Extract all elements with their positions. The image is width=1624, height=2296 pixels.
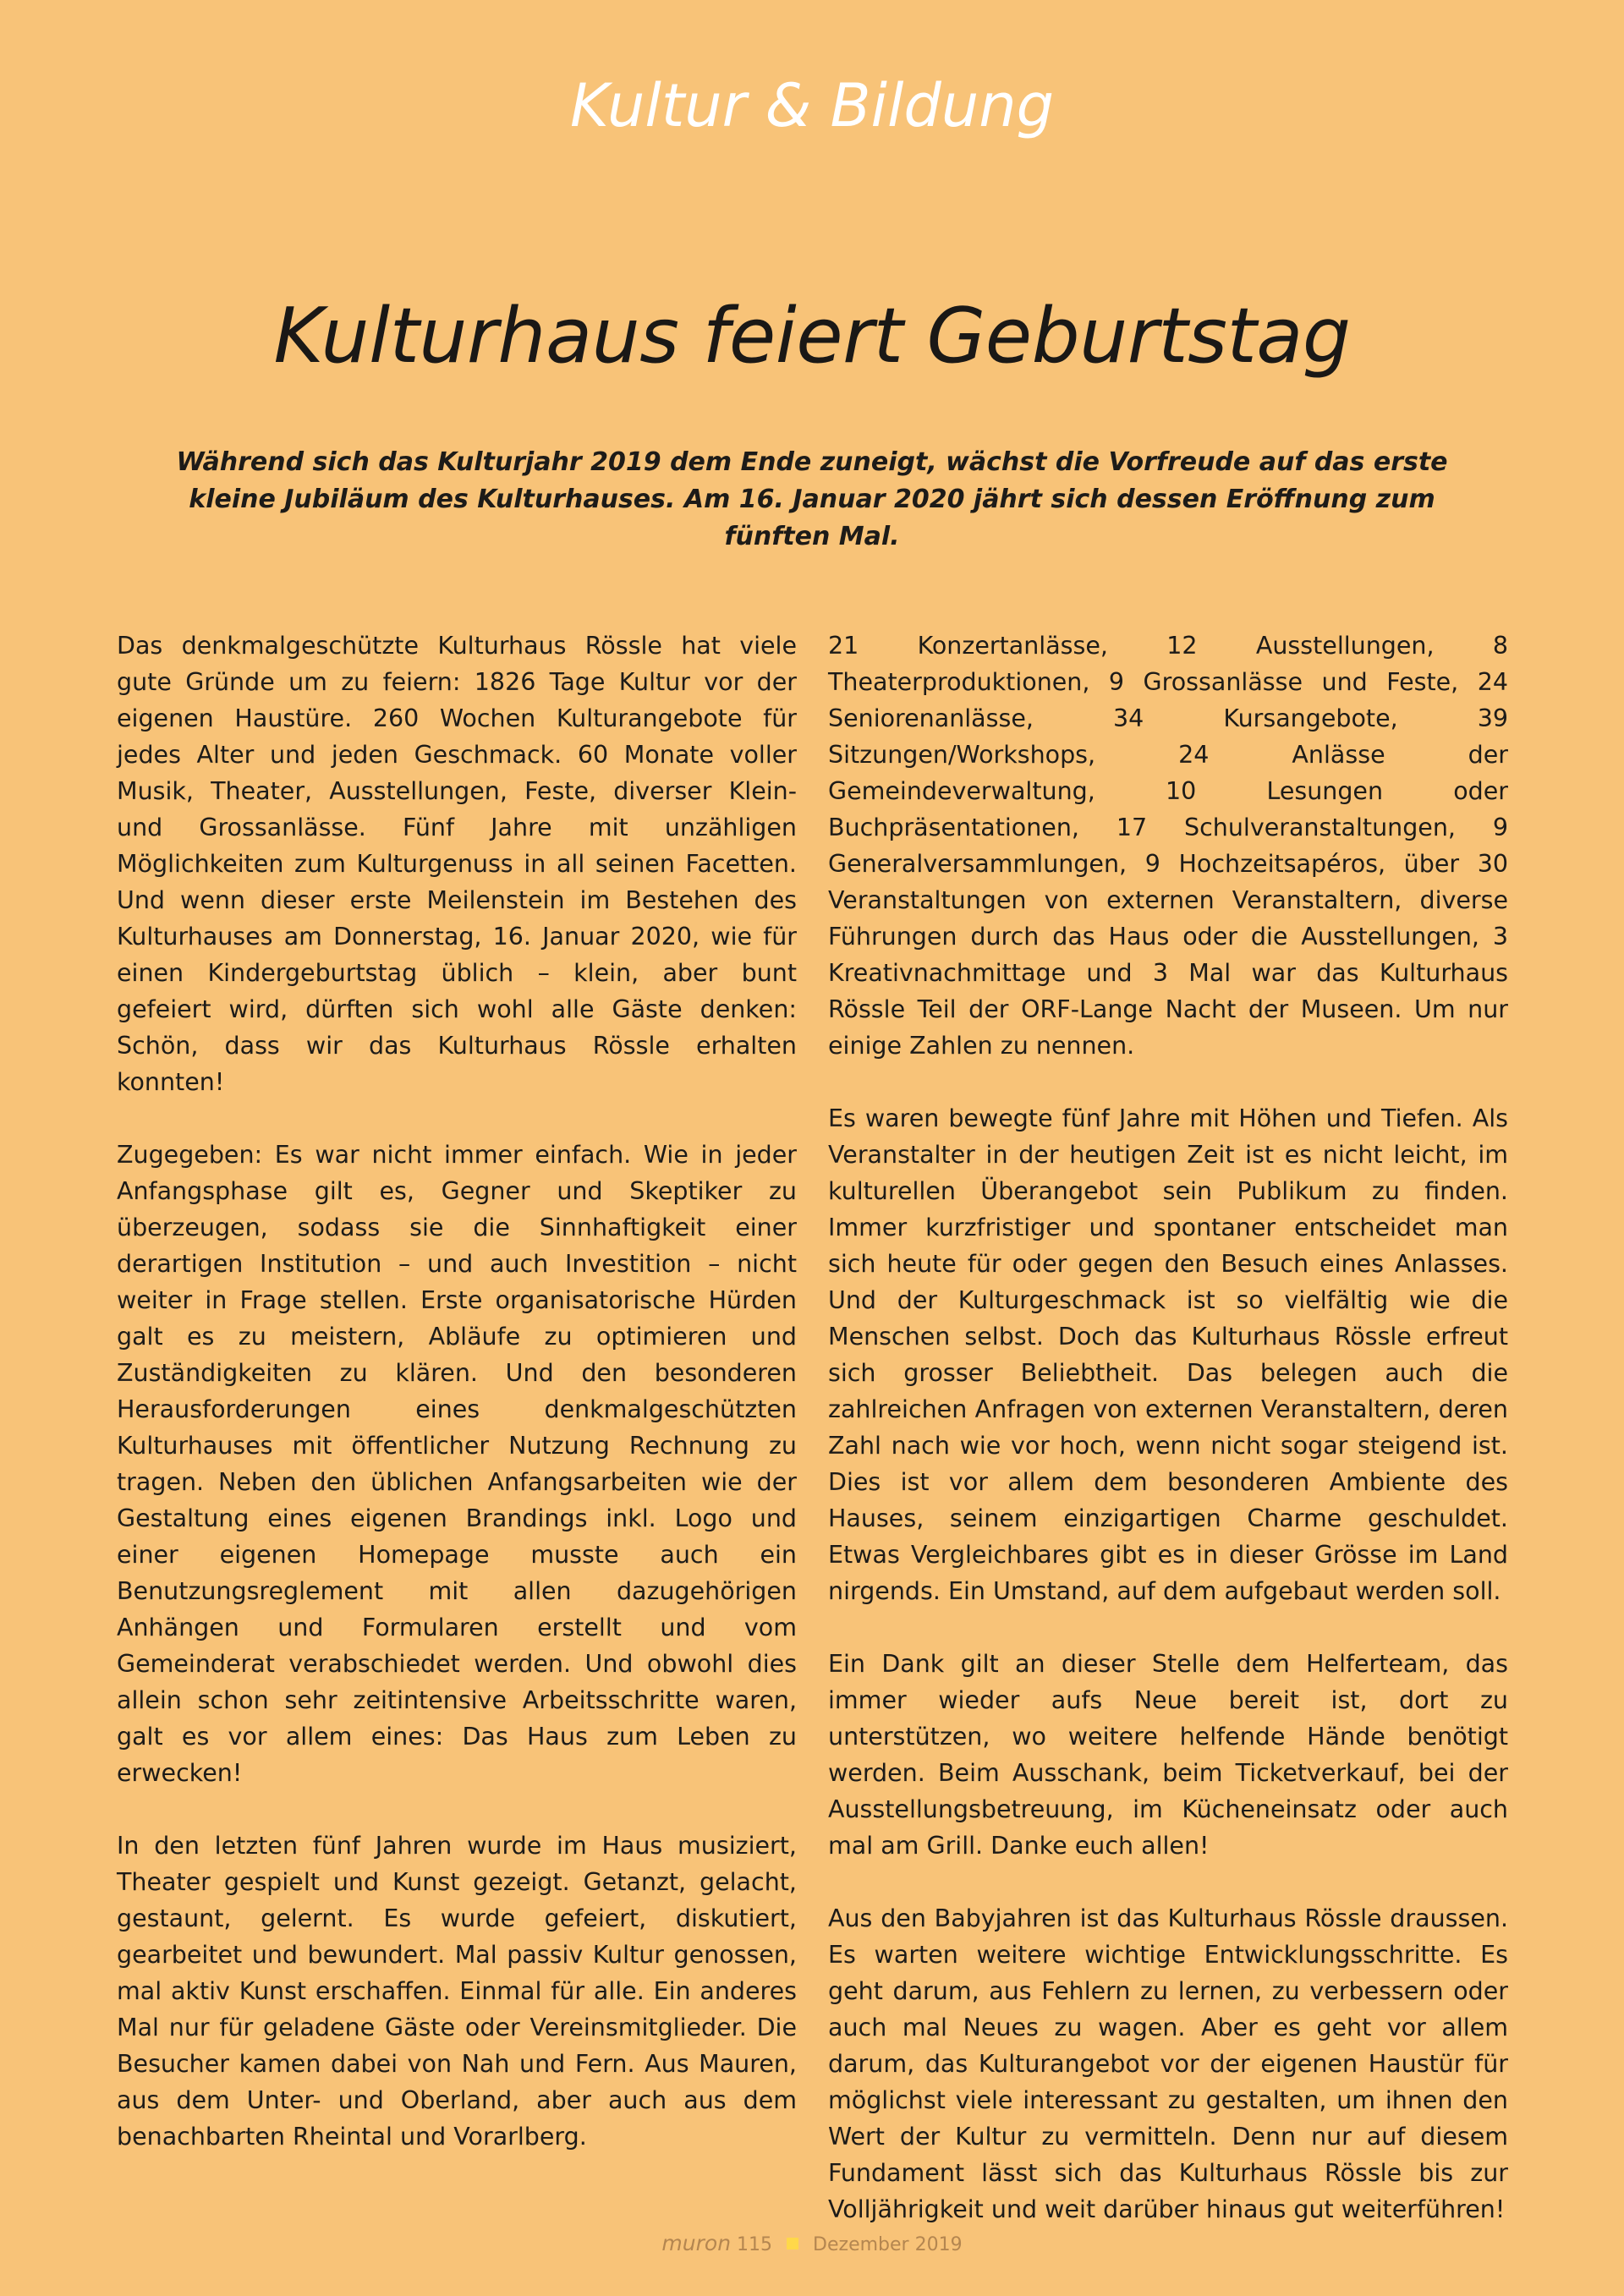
article-column-right (828, 627, 1508, 2264)
article-paragraph: Ein Dank gilt an dieser Stelle dem Helferteam, das immer wieder aufs Neue bereit ist, dort zu unterstützen, wo weitere helfende Hände benötigt werden. Beim Ausschank, beim Ticketverkauf, bei der Ausstellungsbetreuung, im Kücheneinsatz oder auch mal am Grill. Danke euch allen! (828, 1650, 1508, 1860)
footer-date: Dezember 2019 (813, 2234, 963, 2255)
article-lead: Während sich das Kulturjahr 2019 dem Ende zuneigt, wächst die Vorfreude auf das erste kleine Jubiläum des Kulturhauses. Am 16. Januar 2020 jährt sich dessen Eröffnung zum fünften Mal. (176, 447, 1448, 551)
footer-brand: muron (661, 2231, 732, 2255)
footer-issue-number: 115 (737, 2234, 773, 2255)
article-paragraph: Das denkmalgeschützte Kulturhaus Rössle hat viele gute Gründe um zu feiern: 1826 Tage Kultur vor der eigenen Haustüre. 260 Wochen Kulturangebote für jedes Alter und jeden Geschmack. 60 Monate voller Musik, Theater, Ausstellungen, Feste, diverser Klein- und Grossanlässe. Fünf Jahre mit unzähligen Möglichkeiten zum Kulturgenuss in all seinen Facetten. Und wenn dieser erste Meilenstein im Bestehen des Kulturhauses am Donnerstag, 16. Januar 2020, wie für einen Kindergeburtstag üblich – klein, aber bunt gefeiert wird, dürften sich wohl alle Gäste denken: Schön, dass wir das Kulturhaus Rössle erhalten konnten! (117, 632, 797, 1096)
footer-separator-square (787, 2238, 798, 2249)
article-paragraph: Aus den Babyjahren ist das Kulturhaus Rössle draussen. Es warten weitere wichtige Entwicklungsschritte. Es geht darum, aus Fehlern zu lernen, zu verbessern oder auch mal Neues zu wagen. Aber es geht vor allem darum, das Kulturangebot vor der eigenen Haustür für möglichst viele interessant zu gestalten, um ihnen den Wert der Kultur zu vermitteln. Denn nur auf diesem Fundament lässt sich das Kulturhaus Rössle bis zur Volljährigkeit und weit darüber hinaus gut weiterführen! (828, 1904, 1508, 2223)
article-paragraph: 21 Konzertanlässe, 12 Ausstellungen, 8 Theaterproduktionen, 9 Grossanlässe und Feste, 24 Seniorenanlässe, 34 Kursangebote, 39 Sitzungen/Workshops, 24 Anlässe der Gemeindeverwaltung, 10 Lesungen oder Buchpräsentationen, 17 Schulveranstaltungen, 9 Generalversammlungen, 9 Hochzeitsapéros, über 30 Veranstaltungen von externen Veranstaltern, diverse Führungen durch das Haus oder die Ausstellungen, 3 Kreativnachmittage und 3 Mal war das Kulturhaus Rössle Teil der ORF-Lange Nacht der Museen. Um nur einige Zahlen zu nennen. (828, 632, 1508, 1060)
article-paragraph: In den letzten fünf Jahren wurde im Haus musiziert, Theater gespielt und Kunst gezeigt. Getanzt, gelacht, gestaunt, gelernt. Es wurde gefeiert, diskutiert, gearbeitet und bewundert. Mal passiv Kultur genossen, mal aktiv Kunst erschaffen. Einmal für alle. Ein anderes Mal nur für geladene Gäste oder Vereinsmitglieder. Die Besucher kamen dabei von Nah und Fern. Aus Mauren, aus dem Unter- und Oberland, aber auch aus dem benachbarten Rheintal und Vorarlberg. (117, 1832, 797, 2151)
article-column-left (117, 627, 797, 2191)
page-footer (0, 2231, 1624, 2258)
section-label: Kultur & Bildung (569, 71, 1055, 140)
article-headline: Kulturhaus feiert Geburtstag (273, 292, 1351, 381)
article-paragraph: Zugegeben: Es war nicht immer einfach. Wie in jeder Anfangsphase gilt es, Gegner und Skeptiker zu überzeugen, sodass sie die Sinnhaftigkeit einer derartigen Institution – und auch Investition – nicht weiter in Frage stellen. Erste organisatorische Hürden galt es zu meistern, Abläufe zu optimieren und Zuständigkeiten zu klären. Und den besonderen Herausforderungen eines denkmalgeschützten Kulturhauses mit öffentlicher Nutzung Rechnung zu tragen. Neben den üblichen Anfangsarbeiten wie der Gestaltung eines eigenen Brandings inkl. Logo und einer eigenen Homepage musste auch ein Benutzungsreglement mit allen dazugehörigen Anhängen und Formularen erstellt und vom Gemeinderat verabschiedet werden. Und obwohl dies allein schon sehr zeitintensive Arbeitsschritte waren, galt es vor allem eines: Das Haus zum Leben zu erwecken! (117, 1141, 797, 1787)
article-paragraph: Es waren bewegte fünf Jahre mit Höhen und Tiefen. Als Veranstalter in der heutigen Zeit ist es nicht leicht, im kulturellen Überangebot sein Publikum zu finden. Immer kurzfristiger und spontaner entscheidet man sich heute für oder gegen den Besuch eines Anlasses. Und der Kulturgeschmack ist so vielfältig wie die Menschen selbst. Doch das Kulturhaus Rössle erfreut sich grosser Beliebtheit. Das belegen auch die zahlreichen Anfragen von externen Veranstaltern, deren Zahl nach wie vor hoch, wenn nicht sogar steigend ist. Dies ist vor allem dem besonderen Ambiente des Hauses, seinem einzigartigen Charme geschuldet. Etwas Vergleichbares gibt es in dieser Grösse im Land nirgends. Ein Umstand, auf dem aufgebaut werden soll. (828, 1104, 1508, 1605)
